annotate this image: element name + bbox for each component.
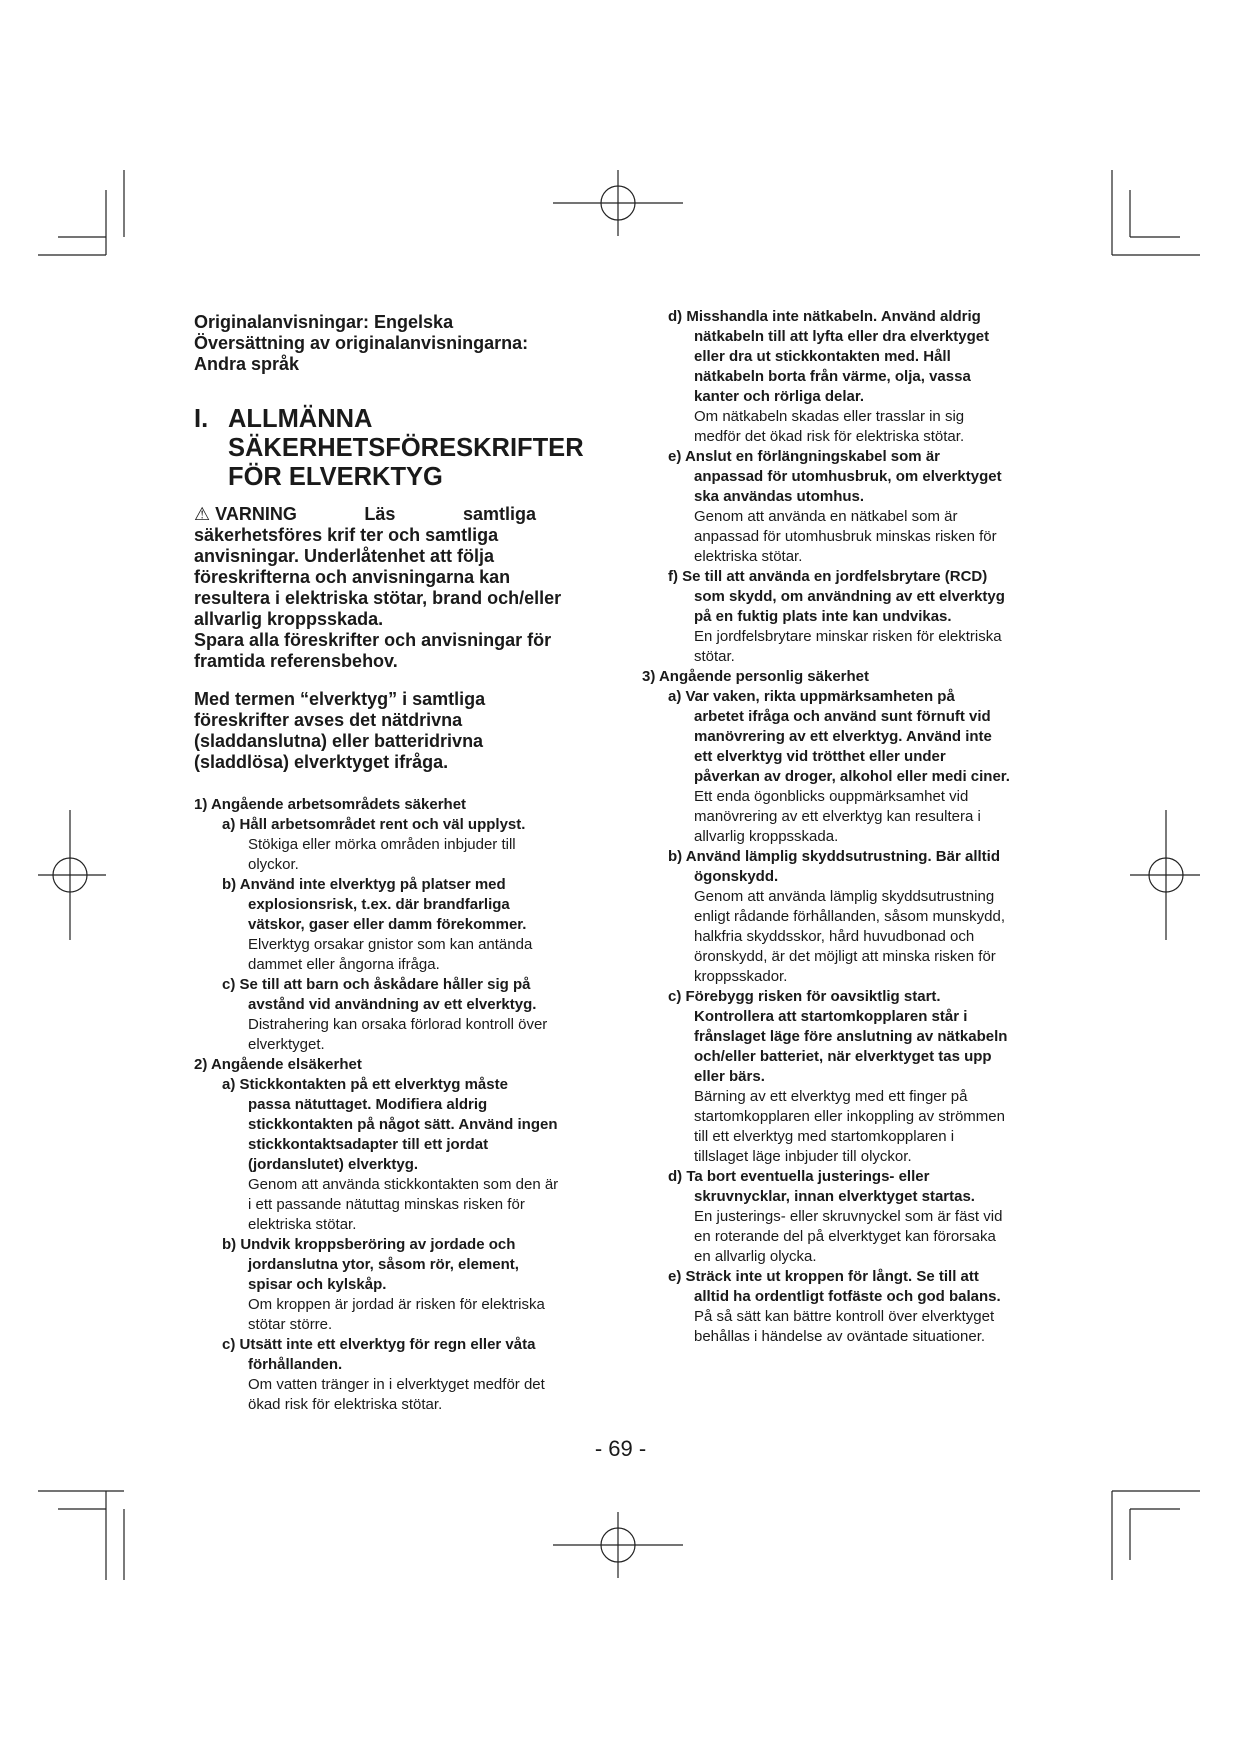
list-heading: 3) Angående personlig säkerhet — [642, 668, 870, 685]
term-line: (sladdanslutna) eller batteridrivna — [194, 731, 484, 751]
list-item-heading: eller bärs. — [694, 1068, 765, 1085]
list-item-heading: e) Anslut en förlängningskabel som är — [668, 448, 940, 465]
list-item-text: manövrering av ett elverktyg kan resultera i — [694, 808, 981, 825]
list-item-text: Om vatten tränger in i elverktyget medför det — [248, 1376, 545, 1393]
list-item-heading: manövrering av ett elverktyg. Använd inte — [694, 728, 992, 745]
list-item-heading: nätkabeln till att lyfta eller dra elverktyget — [694, 328, 990, 345]
list-item-heading: anpassad för utomhusbruk, om elverktyget — [694, 468, 1002, 485]
list-item-heading: b) Undvik kroppsberöring av jordade och — [222, 1236, 516, 1253]
list-item-heading: arbetet ifråga och använd sunt förnuft vid — [694, 708, 991, 725]
list-item-heading: som skydd, om användning av ett elverktyg — [694, 588, 1005, 605]
warning-label — [194, 505, 297, 523]
warning-word: VARNING — [215, 504, 297, 524]
section-title-line: SÄKERHETSFÖRESKRIFTER — [228, 434, 584, 462]
list-item-text: startomkopplaren eller inkoppling av strömmen — [694, 1108, 1005, 1125]
list-item-heading: b) Använd inte elverktyg på platser med — [222, 876, 506, 893]
warning-line: föreskrifterna och anvisningarna kan — [194, 567, 511, 587]
list-item-heading: avstånd vid användning av ett elverktyg. — [248, 996, 537, 1013]
section-title-line: ALLMÄNNA — [228, 405, 373, 433]
list-item-heading: påverkan av droger, alkohol eller medi ciner. — [694, 768, 1010, 785]
warning-line: allvarlig kroppsskada. — [194, 609, 384, 629]
warning-triangle-icon: ⚠ — [194, 504, 211, 524]
list-item-heading: vätskor, gaser eller damm förekommer. — [248, 916, 527, 933]
header-line: Andra språk — [194, 354, 300, 374]
list-item-text: en allvarlig olycka. — [694, 1248, 817, 1265]
list-item-text: halkfria skyddsskor, hård huvudbonad och — [694, 928, 975, 945]
list-item-heading: stickkontaktsadapter till ett jordat — [248, 1136, 489, 1153]
list-item-text: ökad risk för elektriska stötar. — [248, 1396, 443, 1413]
header-line: Översättning av originalanvisningarna: — [194, 333, 529, 353]
warning-first-line — [194, 505, 536, 523]
list-item-heading: ska användas utomhus. — [694, 488, 865, 505]
list-item-heading: c) Utsätt inte ett elverktyg för regn eller våta — [222, 1336, 536, 1353]
list-item-heading: ögonskydd. — [694, 868, 779, 885]
section-title-line: FÖR ELVERKTYG — [228, 463, 443, 491]
warning-line: Spara alla föreskrifter och anvisningar för — [194, 630, 552, 650]
warning-word: Läs — [364, 504, 396, 524]
list-heading: 1) Angående arbetsområdets säkerhet — [194, 796, 467, 813]
list-item-text: Bärning av ett elverktyg med ett finger på — [694, 1088, 968, 1105]
list-item-heading: förhållanden. — [248, 1356, 343, 1373]
list-item-text: olyckor. — [248, 856, 299, 873]
list-item-text: medför det ökad risk för elektriska stötar. — [694, 428, 965, 445]
term-line: föreskrifter avses det nätdrivna — [194, 710, 463, 730]
warning-line: framtida referensbehov. — [194, 651, 398, 671]
list-item-text: behållas i händelse av oväntade situationer. — [694, 1328, 986, 1345]
list-item-text: elektriska stötar. — [694, 548, 803, 565]
list-item-heading: a) Håll arbetsområdet rent och väl upplyst. — [222, 816, 526, 833]
list-item-heading: Kontrollera att startomkopplaren står i — [694, 1008, 968, 1025]
list-item-heading: eller dra ut stickkontakten med. Håll — [694, 348, 951, 365]
list-item-heading: och/eller batteriet, när elverktyget tas upp — [694, 1048, 992, 1065]
list-item-text: till ett elverktyg med startomkopplaren i — [694, 1128, 955, 1145]
list-item-text: anpassad för utomhusbruk minskas risken för — [694, 528, 997, 545]
header-line: Originalanvisningar: Engelska — [194, 312, 454, 332]
list-item-heading: explosionsrisk, t.ex. där brandfarliga — [248, 896, 510, 913]
list-item-text: Stökiga eller mörka områden inbjuder till — [248, 836, 516, 853]
list-item-text: stötar. — [694, 648, 735, 665]
list-item-heading: c) Se till att barn och åskådare håller sig på — [222, 976, 531, 993]
list-item-heading: passa nätuttaget. Modifiera aldrig — [248, 1096, 488, 1113]
list-item-text: elektriska stötar. — [248, 1216, 357, 1233]
list-item-heading: nätkabeln borta från värme, olja, vassa — [694, 368, 971, 385]
list-item-text: i ett passande nätuttag minskas risken för — [248, 1196, 525, 1213]
list-item-heading: ett elverktyg vid trötthet eller under — [694, 748, 946, 765]
list-item-heading: jordanslutna ytor, såsom rör, element, — [248, 1256, 519, 1273]
list-item-text: elverktyget. — [248, 1036, 325, 1053]
list-item-heading: alltid ha ordentligt fotfäste och god balans. — [694, 1288, 1001, 1305]
list-item-heading: frånslaget läge före anslutning av nätkabeln — [694, 1028, 1008, 1045]
list-item-heading: stickkontakten på något sätt. Använd ingen — [248, 1116, 558, 1133]
list-item-heading: f) Se till att använda en jordfelsbrytare (RCD) — [668, 568, 988, 585]
warning-line: resultera i elektriska stötar, brand och/eller — [194, 588, 562, 608]
list-item-heading: e) Sträck inte ut kroppen för långt. Se till att — [668, 1268, 979, 1285]
list-item-text: Genom att använda en nätkabel som är — [694, 508, 958, 525]
term-line: (sladdlösa) elverktyget ifråga. — [194, 752, 449, 772]
list-item-heading: a) Var vaken, rikta uppmärksamheten på — [668, 688, 955, 705]
list-item-text: en roterande del på elverktyget kan förorsaka — [694, 1228, 996, 1245]
list-item-text: dammet eller ångorna ifråga. — [248, 956, 440, 973]
warning-line: anvisningar. Underlåtenhet att följa — [194, 546, 495, 566]
page-number: - 69 - — [594, 1436, 647, 1461]
list-item-text: På så sätt kan bättre kontroll över elverktyget — [694, 1308, 995, 1325]
list-heading: 2) Angående elsäkerhet — [194, 1056, 362, 1073]
list-item-text: Elverktyg orsakar gnistor som kan antända — [248, 936, 533, 953]
list-item-text: öronskydd, är det möjligt att minska risken för — [694, 948, 996, 965]
list-item-heading: på en fuktig plats inte kan undvikas. — [694, 608, 952, 625]
list-item-text: Om nätkabeln skadas eller trasslar in sig — [694, 408, 965, 425]
section-number: I. — [194, 405, 209, 433]
list-item-text: Genom att använda lämplig skyddsutrustning — [694, 888, 995, 905]
list-item-heading: b) Använd lämplig skyddsutrustning. Bär alltid — [668, 848, 1000, 865]
list-item-text: En jordfelsbrytare minskar risken för elektriska — [694, 628, 1002, 645]
list-item-text: kroppsskador. — [694, 968, 788, 985]
list-item-heading: a) Stickkontakten på ett elverktyg måste — [222, 1076, 508, 1093]
list-item-heading: skruvnycklar, innan elverktyget startas. — [694, 1188, 975, 1205]
warning-word: samtliga — [462, 504, 536, 524]
list-item-heading: d) Misshandla inte nätkabeln. Använd aldrig — [668, 308, 981, 325]
list-item-text: Genom att använda stickkontakten som den är — [248, 1176, 559, 1193]
list-item-text: Om kroppen är jordad är risken för elektriska — [248, 1296, 545, 1313]
list-item-heading: d) Ta bort eventuella justerings- eller — [668, 1168, 930, 1185]
list-item-text: En justerings- eller skruvnyckel som är fäst vid — [694, 1208, 1003, 1225]
list-item-text: stötar större. — [248, 1316, 333, 1333]
term-line: Med termen “elverktyg” i samtliga — [194, 689, 486, 709]
list-item-text: tillslaget läge inbjuder till olyckor. — [694, 1148, 912, 1165]
list-item-heading: spisar och kylskåp. — [248, 1276, 387, 1293]
list-item-text: Distrahering kan orsaka förlorad kontroll över — [248, 1016, 548, 1033]
list-item-heading: kanter och rörliga delar. — [694, 388, 865, 405]
list-item-heading: (jordanslutet) elverktyg. — [248, 1156, 419, 1173]
list-item-text: enligt rådande förhållanden, såsom munskydd, — [694, 908, 1006, 925]
list-item-text: Ett enda ögonblicks ouppmärksamhet vid — [694, 788, 969, 805]
list-item-text: allvarlig kroppsskada. — [694, 828, 839, 845]
list-item-heading: c) Förebygg risken för oavsiktlig start. — [668, 988, 941, 1005]
warning-line: säkerhetsföres krif ter och samtliga — [194, 525, 499, 545]
